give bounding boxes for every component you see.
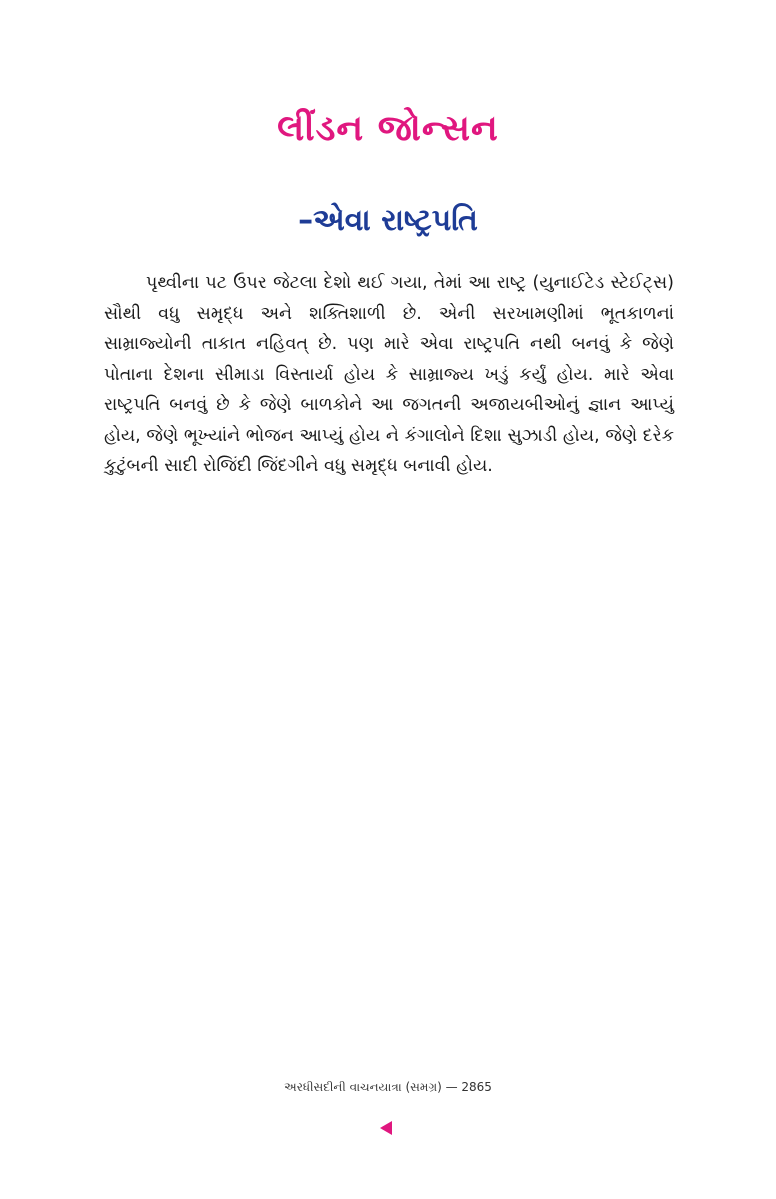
body-paragraph: પૃથ્વીના પટ ઉપર જેટલા દેશો થઈ ગયા, તેમાં આ રાષ્ટ્ર (યુનાઈટેડ સ્ટેઈટ્સ) સૌથી વધુ સમૃદ્ધ અને શક્તિશાળી છે. એની સરખામણીમાં ભૂતકાળનાં સામ્રાજ્યોની તાકાત નહિવત્ છે. પણ મારે એવા રાષ્ટ્રપતિ નથી બનવું કે જેણે પોતાના દેશના સીમાડા વિસ્તાર્યા હોય કે સામ્રાજ્ય ખડું કર્યું હોય. મારે એવા રાષ્ટ્રપતિ બનવું છે કે જેણે બાળકોને આ જગતની અજાયબીઓનું જ્ઞાન આપ્યું હોય, જેણે ભૂખ્યાંને ભોજન આપ્યું હોય ને કંગાલોને દિશા સુઝાડી હોય, જેણે દરેક કુટુંબની સાદી રોજિંદી જિંદગીને વધુ સમૃદ્ધ બનાવી હોય. (104, 273, 674, 476)
page-subtitle: –એવા રાષ્ટ્રપતિ (298, 203, 478, 238)
page-title: લીંડન જોન્સન (277, 108, 499, 149)
previous-page-arrow-icon[interactable] (380, 1121, 392, 1135)
page-footer: અરધીસદીની વાચનયાત્રા (સમગ્ર) — 2865 (284, 1080, 492, 1094)
